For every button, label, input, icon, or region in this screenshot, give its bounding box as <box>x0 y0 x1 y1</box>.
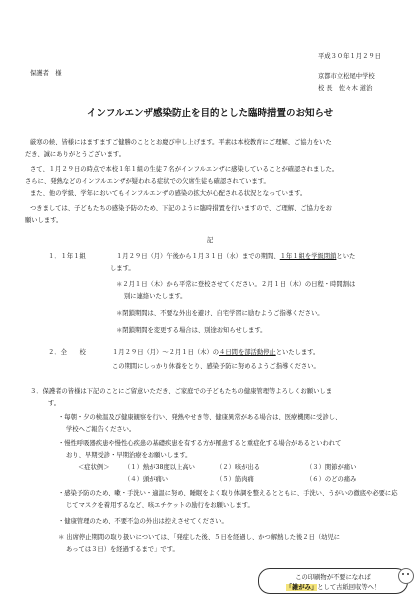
issue-date: 平成３０年１月２９日 <box>318 53 381 60</box>
symptoms-row-1 <box>78 460 398 472</box>
intro-line-6: つきましては、子どもたちの感染予防のため、下記のように臨時措置を行いますので、ご理解、ご協力をお <box>30 205 332 212</box>
section2-line2: この期間にしっかり休養をとり、感染予防に努めるようご指導ください。 <box>112 363 320 370</box>
section3-bullet5b: あっては３日）を経過するまで」です。 <box>66 546 179 553</box>
symptom-5: （５）筋肉痛 <box>216 475 254 483</box>
recycle-notice-bubble <box>258 568 408 594</box>
symptom-1: （１）熱が38度以上高い <box>124 463 195 471</box>
section1-line1-underlined: １年１組を学級閉鎖 <box>279 253 337 260</box>
symptom-4: （４）頭が痛い <box>124 475 169 483</box>
recycle-notice-line2 <box>259 582 407 591</box>
principal-name: 校 長 佐々木 道治 <box>318 85 373 92</box>
section2-label: ２．全 校 <box>48 349 86 356</box>
page-title: インフルエンザ感染防止を目的とした臨時措置のお知らせ <box>86 108 334 119</box>
intro-line-7: 願いします。 <box>25 217 63 224</box>
section2-line1-underlined: ４日間を部活動停止 <box>219 349 276 356</box>
recycle-notice-highlight: 「雑がみ」 <box>285 584 318 591</box>
intro-line-2: だき、誠にありがとうございます。 <box>25 151 125 158</box>
section2-line1 <box>112 349 319 357</box>
section3-bullet1b: 学校へご報告ください。 <box>66 426 136 433</box>
intro-line-4: さらに、発熱などのインフルエンザが疑われる症状での欠席生徒も確認されています。 <box>25 178 270 185</box>
recipient: 保護者 様 <box>30 70 62 77</box>
section3-bullet1a: ・毎朝・夕の検温及び健康観察を行い、発熱やせき等、健康異常がある場合は、医療機関に受診し、 <box>58 414 342 421</box>
section3-bullet3a: ・感染予防のため、嗽・手洗い・適温に努め、睡眠をよく取り体調を整えるとともに、手洗い、うがいの徹底や必要に応 <box>58 490 398 497</box>
intro-line-3: さて、１月２９日の時点で本校１年１組の生徒７名がインフルエンザに感染していることが確認されました。 <box>30 166 339 173</box>
recycle-notice-line1: この印刷物が不要になれば <box>295 574 371 581</box>
section3-bullet5a: ＊ 出席停止期間の取り扱いについては、「発症した後、５日を経過し、かつ解熱した後２日（幼児に <box>58 534 341 541</box>
section1-note3: ＊閉鎖期間を変更する場合は、別途お知らせします。 <box>116 327 267 334</box>
section2-line1-post: といたします。 <box>275 349 320 356</box>
section3-intro-b: す。 <box>48 400 61 407</box>
symptoms-label: ＜症状例＞ <box>78 463 110 471</box>
section3-bullet4: ・健康管理のため、不要不急の外出は控えさせてください。 <box>58 518 228 525</box>
recycle-notice-post: として古紙回収等へ！ <box>317 584 381 591</box>
section3-bullet2a: ・慢性呼吸器疾患や慢性心疾患の基礎疾患を有する方が罹患すると重症化する場合があるといわれて <box>58 440 342 447</box>
symptom-3: （３）関節が痛い <box>306 463 357 471</box>
section3-intro-a: ３．保護者の皆様は下記のことにご留意いただき、ご家庭での子どもたちの健康管理等よろしくお願いしま <box>30 388 332 395</box>
section3-bullet2b: おり、早期受診・早期治療をお願いします。 <box>66 452 192 459</box>
school-name: 京都市立松尾中学校 <box>318 73 375 80</box>
symptoms-list <box>78 460 398 484</box>
section1-note2: ＊閉鎖期間は、不要な外出を避け、自宅学習に励むようご指導ください。 <box>116 310 324 317</box>
section1-label: １．１年１組 <box>48 253 86 260</box>
ki-heading: 記 <box>206 237 214 244</box>
intro-line-1: 厳寒の候、皆様にはますますご健勝のこととお慶び申し上げます。平素は本校教育にご理解、ご協力をいた <box>30 139 332 146</box>
section3-bullet3b: じてマスクを着用するなど、咳エチケットの励行をお願いします。 <box>66 502 254 509</box>
mascot-face-icon <box>398 568 414 584</box>
symptom-2: （２）咳が出る <box>216 463 261 471</box>
section2-line1-pre: １月２９日（月）～２月１日（木）の <box>112 349 220 356</box>
section1-line1 <box>116 253 355 261</box>
section1-line1-pre: １月２９日（月）午後から１月３１日（水）までの期間、 <box>116 253 280 260</box>
section1-line1b: します。 <box>110 265 135 272</box>
symptoms-row-2 <box>78 472 398 484</box>
section1-note1a: ＊２月１日（木）から平常に登校させてください。２月１日（木）の日程・時間割は <box>116 281 356 288</box>
symptom-6: （６）のどの痛み <box>306 475 357 483</box>
intro-line-5: また、他の学級、学年においてもインフルエンザの感染の拡大が心配される状況となっています。 <box>30 190 307 197</box>
section1-line1-post: といた <box>336 253 356 260</box>
section1-note1b: 別に連絡いたします。 <box>124 293 187 300</box>
